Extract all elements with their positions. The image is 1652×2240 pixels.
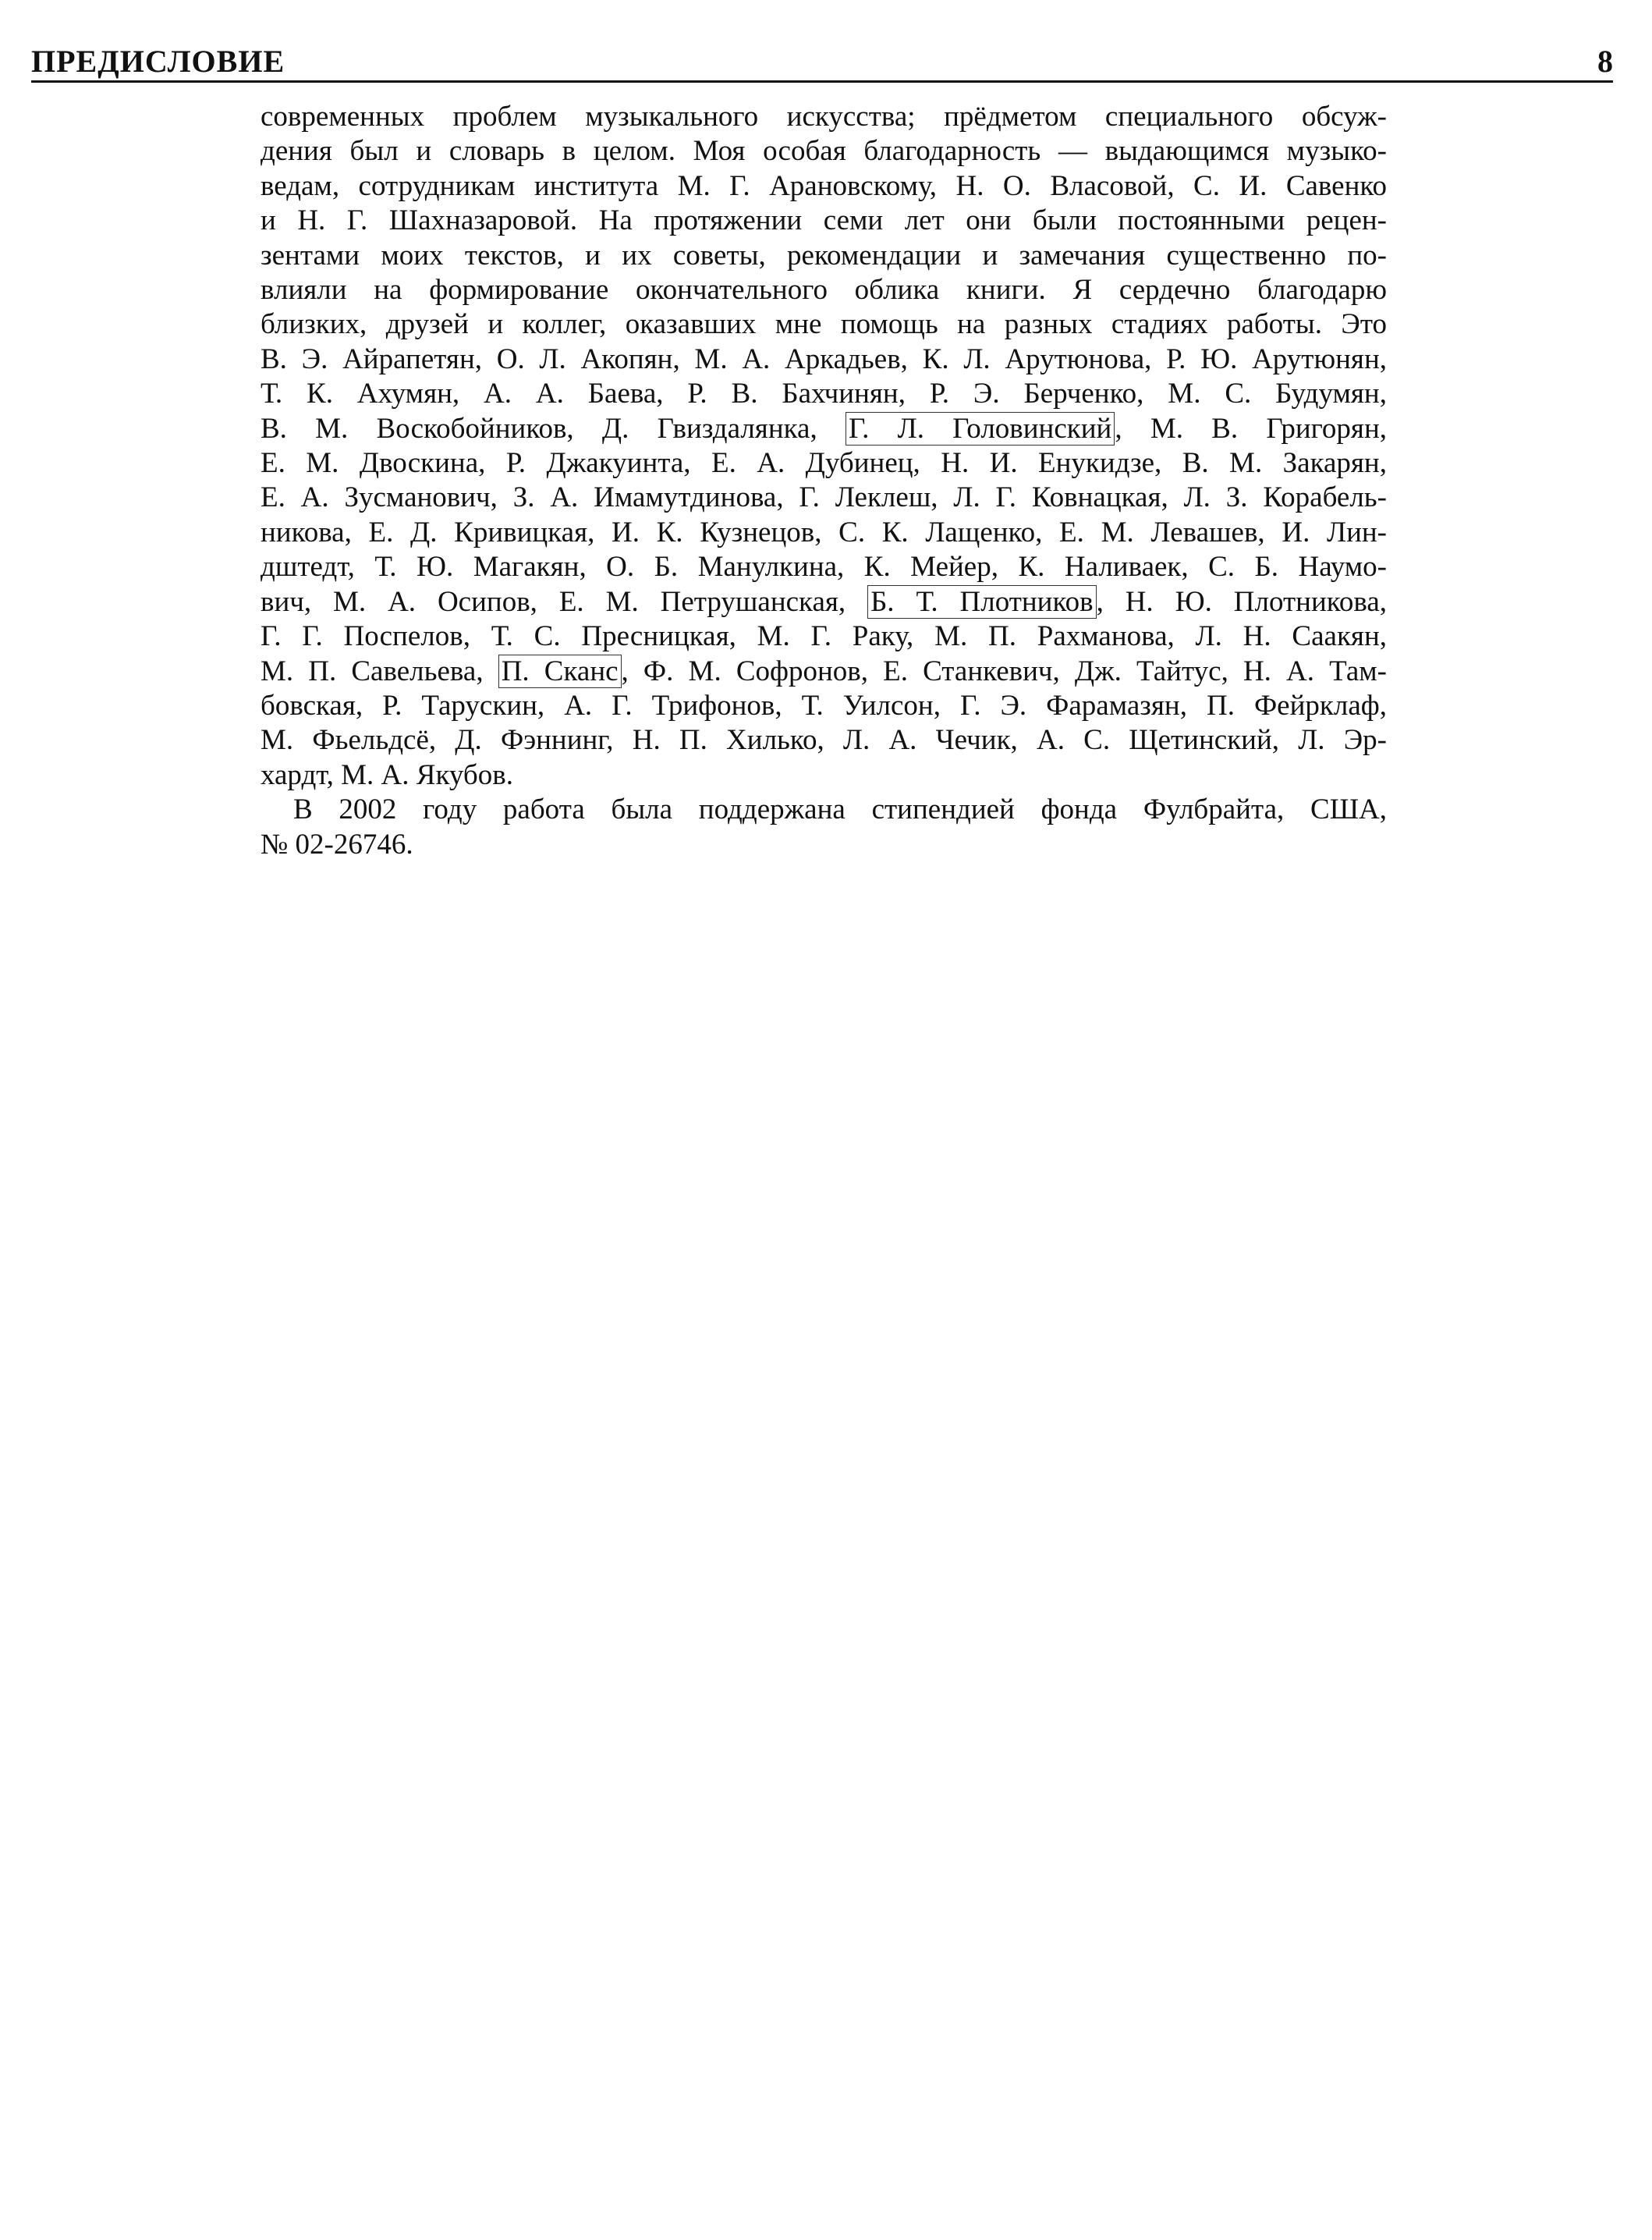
text-line: В. Э. Айрапетян, О. Л. Акопян, М. А. Аркадьев, К. Л. Арутюнова, Р. Ю. Арутюнян, [261, 343, 1387, 375]
boxed-name: Г. Л. Головинский [845, 412, 1115, 446]
text-line: Е. М. Двоскина, Р. Джакуинта, Е. А. Дубинец, Н. И. Енукидзе, В. М. Закарян, [261, 447, 1387, 480]
text-line [261, 412, 1387, 446]
text-line: современных проблем музыкального искусства; прёдметом специального обсуж- [261, 101, 1387, 133]
text-line: Е. А. Зусманович, З. А. Имамутдинова, Г. Леклеш, Л. Г. Ковнацкая, Л. З. Корабель- [261, 481, 1387, 514]
header-rule [31, 80, 1613, 83]
paragraph-acknowledgements [261, 100, 1387, 793]
text-line [261, 655, 1387, 689]
boxed-name: Б. Т. Плотников [867, 585, 1097, 619]
text-fragment: М. П. Савельева, [261, 655, 498, 687]
text-line: хардт, М. А. Якубов. [261, 758, 513, 791]
text-line: дштедт, Т. Ю. Магакян, О. Б. Манулкина, К. Мейер, К. Наливаек, С. Б. Наумо- [261, 551, 1387, 584]
text-line: М. Фьельдсё, Д. Фэннинг, Н. П. Хилько, Л. А. Чечик, А. С. Щетинский, Л. Эр- [261, 724, 1387, 757]
paragraph-fulbright [261, 793, 1387, 862]
text-line: ведам, сотрудникам института М. Г. Арановскому, Н. О. Власовой, С. И. Савенко [261, 169, 1387, 202]
text-line: № 02-26746. [261, 828, 413, 861]
text-fragment: , Н. Ю. Плотникова, [1096, 585, 1387, 618]
text-line: и Н. Г. Шахназаровой. На протяжении семи лет они были постоянными рецен- [261, 204, 1387, 237]
text-fragment: , Ф. М. Софронов, Е. Станкевич, Дж. Тайтус, Н. А. Там- [621, 655, 1387, 687]
boxed-name: П. Сканс [498, 655, 622, 688]
main-text [261, 100, 1387, 862]
text-line: близких, друзей и коллег, оказавших мне помощь на разных стадиях работы. Это [261, 308, 1387, 341]
text-line: никова, Е. Д. Кривицкая, И. К. Кузнецов, С. К. Лащенко, Е. М. Левашев, И. Лин- [261, 516, 1387, 548]
text-line: дения был и словарь в целом. Моя особая благодарность — выдающимся музыко- [261, 135, 1387, 168]
text-line: влияли на формирование окончательного облика книги. Я сердечно благодарю [261, 274, 1387, 307]
text-fragment: , М. В. Григорян, [1115, 412, 1388, 445]
text-line: зентами моих текстов, и их советы, рекомендации и замечания существенно по- [261, 239, 1387, 272]
text-line [261, 585, 1387, 619]
text-line: бовская, Р. Тарускин, А. Г. Трифонов, Т. Уилсон, Г. Э. Фарамазян, П. Фейрклаф, [261, 689, 1387, 722]
page-number: 8 [1597, 44, 1613, 79]
text-line: Г. Г. Поспелов, Т. С. Пресницкая, М. Г. Раку, М. П. Рахманова, Л. Н. Саакян, [261, 620, 1387, 653]
text-line: Т. К. Ахумян, А. А. Баева, Р. В. Бахчинян, Р. Э. Берченко, М. С. Будумян, [261, 378, 1387, 410]
text-line: В 2002 году работа была поддержана стипендией фонда Фулбрайта, США, [293, 793, 1387, 826]
text-fragment: вич, М. А. Осипов, Е. М. Петрушанская, [261, 585, 868, 618]
running-head [31, 39, 1613, 84]
text-fragment: В. М. Воскобойников, Д. Гвиздалянка, [261, 412, 845, 445]
running-title: ПРЕДИСЛОВИЕ [31, 44, 285, 79]
